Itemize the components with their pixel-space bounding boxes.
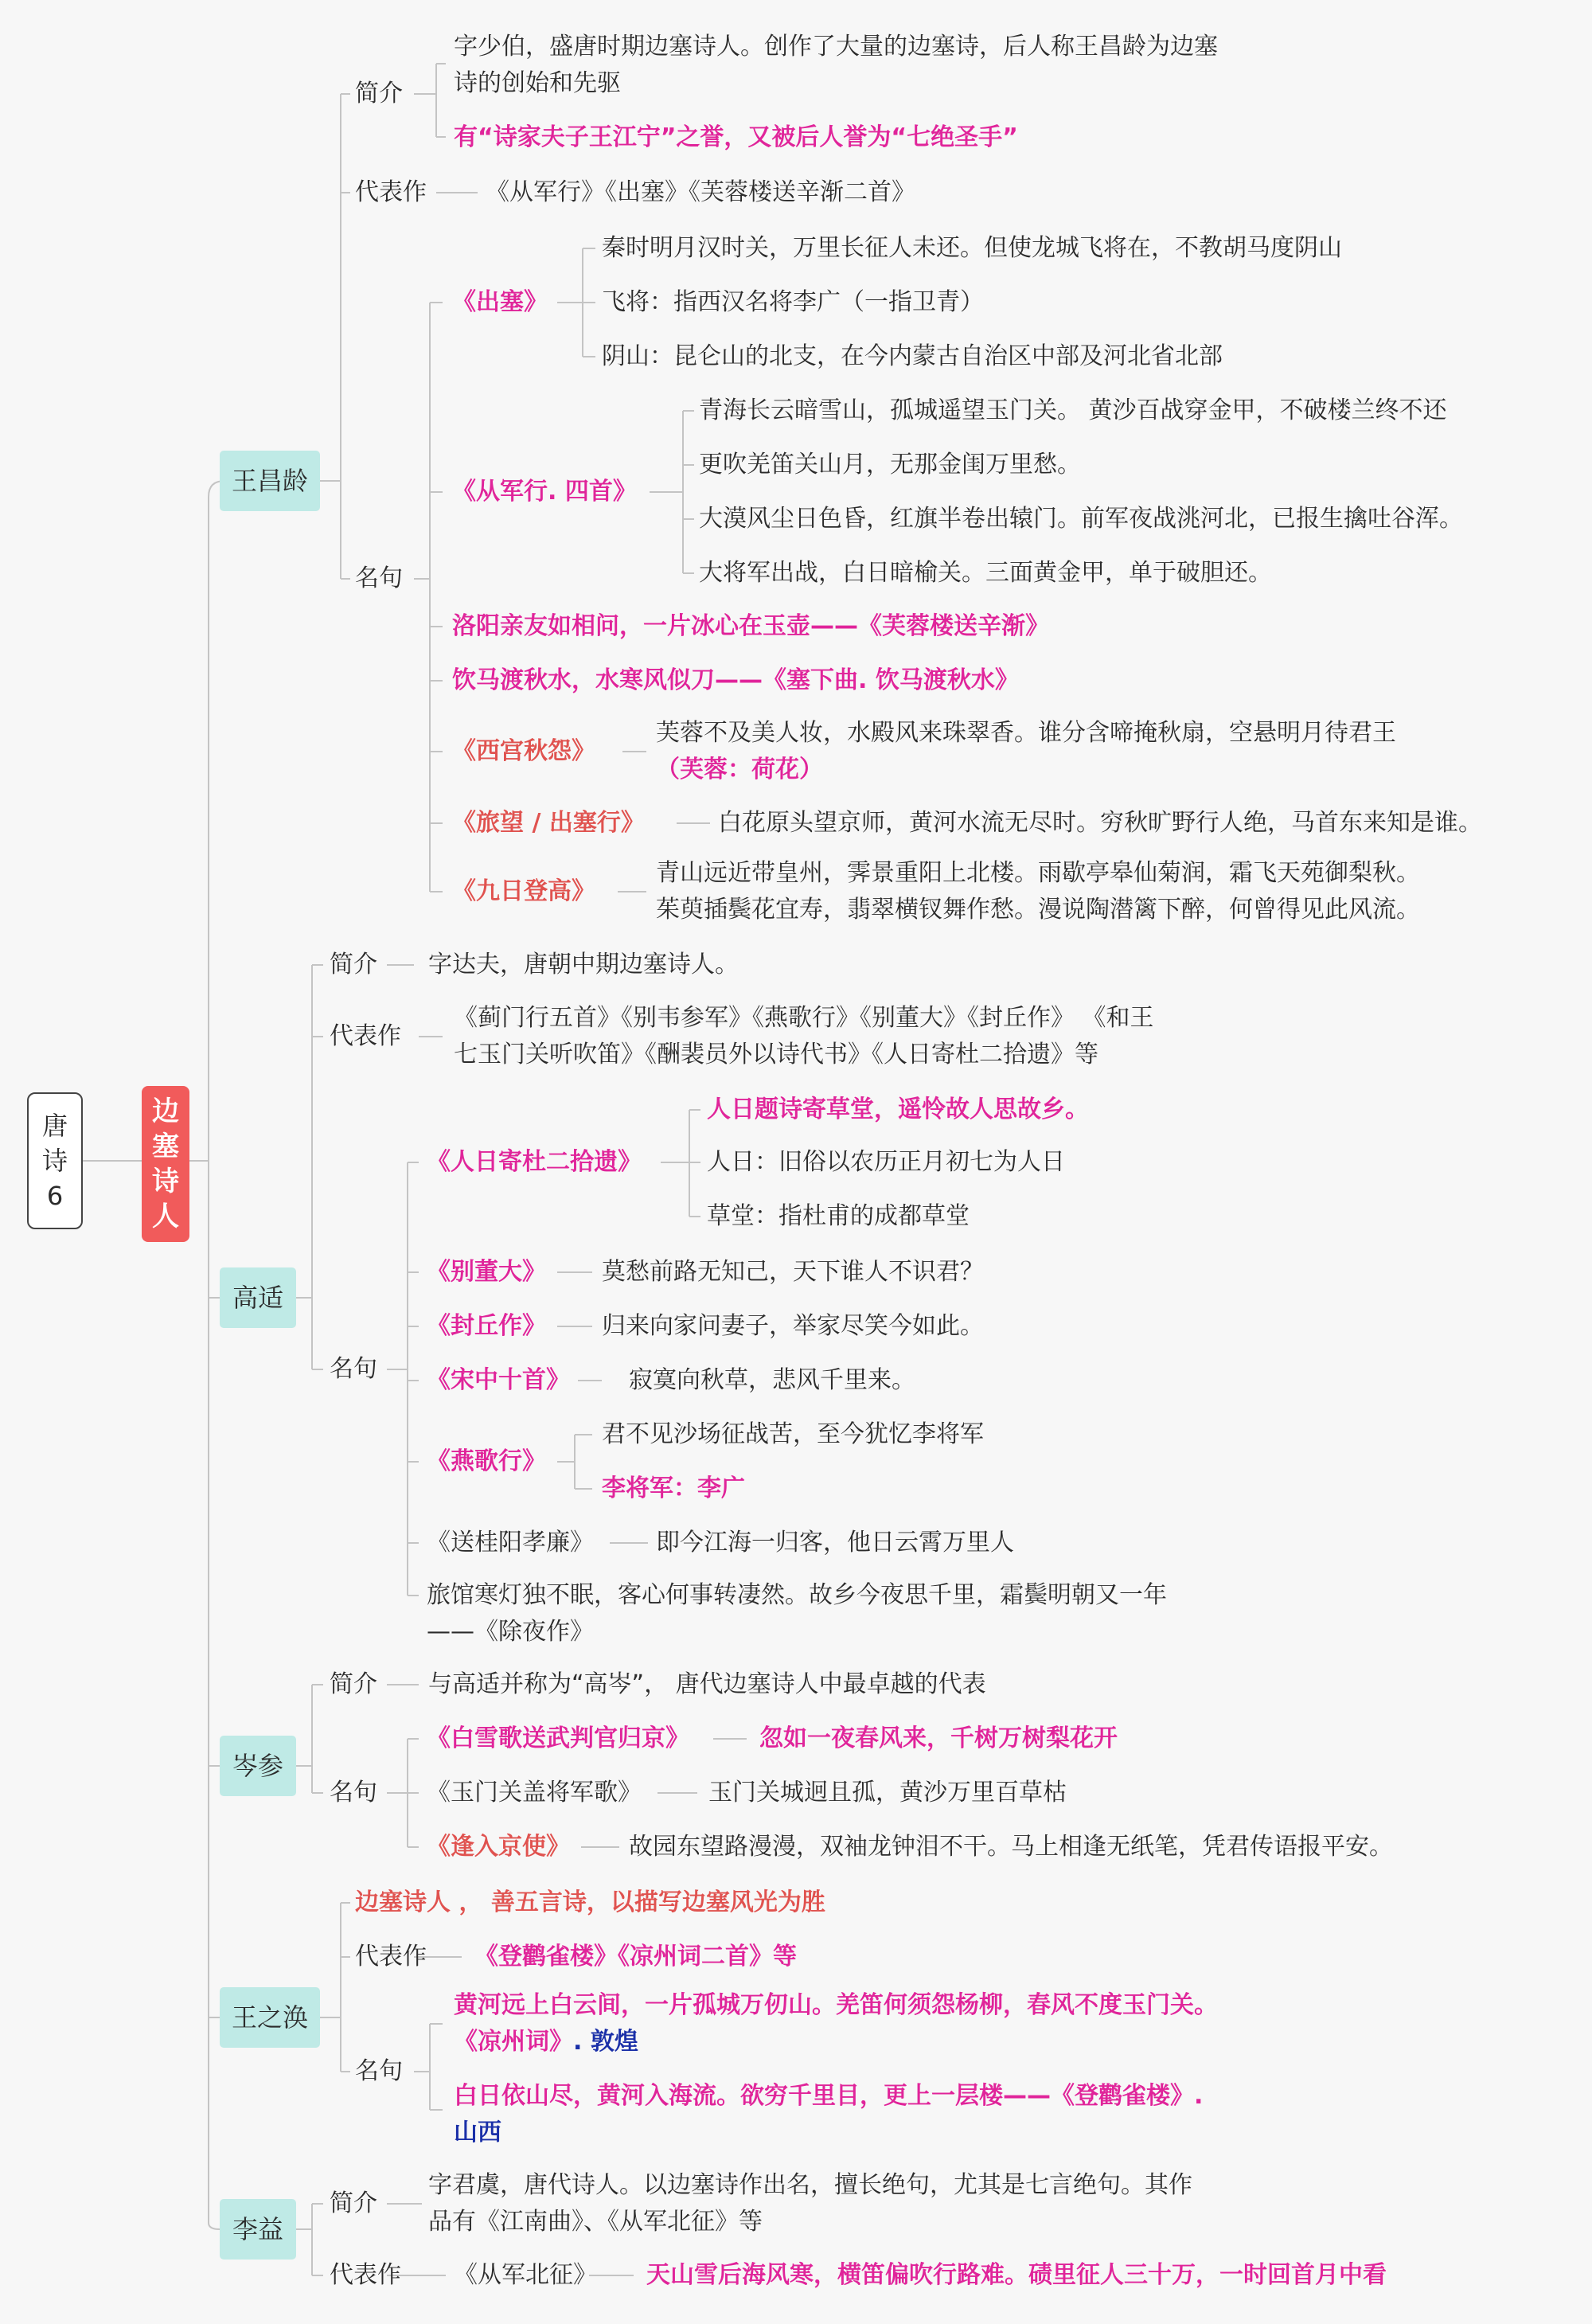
poem-title[interactable]: 《人日寄杜二拾遗》: [427, 1148, 642, 1176]
poem-title[interactable]: 《宋中十首》: [427, 1366, 570, 1394]
quote-source-row: [454, 2024, 638, 2060]
quote-line: 旅馆寒灯独不眠，客心何事转凄然。故乡今夜思千里，霜鬓明朝又一年: [427, 1581, 1167, 1609]
poem-line: 青山远近带皇州，霁景重阳上北楼。雨歇亭皋仙菊润，霜飞天苑御梨秋。: [656, 859, 1420, 887]
poem-line: 秦时明月汉时关，万里长征人未还。但使龙城飞将在，不教胡马度阴山: [602, 234, 1342, 262]
poem-note: 草堂：指杜甫的成都草堂: [707, 1202, 970, 1230]
poem-line: 君不见沙场征战苦，至今犹忆李将军: [602, 1420, 984, 1448]
works-text: 《蓟门行五首》《别韦参军》《燕歌行》《别董大》《封丘作》 《和王: [454, 1004, 1154, 1032]
poem-title[interactable]: 《逢入京使》: [427, 1833, 570, 1861]
works-text: 《从军北征》: [454, 2261, 597, 2289]
poem-line: 莫愁前路无知己，天下谁人不识君？: [602, 1258, 984, 1286]
poem-title[interactable]: 《从军行. 四首》: [452, 478, 637, 506]
category-char: 人: [152, 1201, 179, 1232]
poem-line: 芙蓉不及美人妆，水殿风来珠翠香。谁分含啼掩秋扇，空悬明月待君王: [656, 719, 1396, 747]
poet-node-cen-shen[interactable]: 岑参: [220, 1736, 296, 1796]
quote-line: 洛阳亲友如相问，一片冰心在玉壶——《芙蓉楼送辛渐》: [452, 612, 1049, 640]
honor-text: 有“诗家夫子王江宁”之誉，又被后人誉为“七绝圣手”: [454, 123, 1018, 151]
poem-title[interactable]: 《出塞》: [452, 288, 548, 316]
intro-text: 字达夫，唐朝中期边塞诗人。: [428, 951, 739, 978]
poem-line: 白花原头望京师，黄河水流无尽时。穷秋旷野行人绝，马首东来知是谁。: [718, 809, 1482, 837]
intro-text: 字君虞，唐代诗人。以边塞诗作出名，擅长绝句，尤其是七言绝句。其作: [428, 2171, 1192, 2199]
poem-title[interactable]: 《别董大》: [427, 1258, 546, 1286]
intro-label: 简介: [330, 951, 377, 978]
works-label: 代表作: [355, 178, 427, 206]
poem-note: 李将军：李广: [602, 1474, 745, 1502]
poem-title[interactable]: 《白雪歌送武判官归京》: [427, 1724, 689, 1752]
poem-note: 人日：旧俗以农历正月初七为人日: [707, 1148, 1065, 1176]
poem-title[interactable]: 《封丘作》: [427, 1312, 546, 1340]
poet-node-gao-shi[interactable]: 高适: [220, 1267, 296, 1328]
works-label: 代表作: [355, 1943, 427, 1971]
poem-title[interactable]: 《送桂阳孝廉》: [427, 1529, 594, 1556]
intro-text: 品有《江南曲》、《从军北征》等: [428, 2208, 763, 2236]
intro-text: 诗的创始和先驱: [454, 69, 621, 97]
poem-line: 更吹羌笛关山月，无那金闺万里愁。: [699, 451, 1081, 478]
source-separator: .: [573, 2028, 591, 2056]
poem-line: 玉门关城迥且孤，黄沙万里百草枯: [708, 1779, 1067, 1806]
intro-label: 简介: [330, 1670, 377, 1698]
poem-line: 故园东望路漫漫，双袖龙钟泪不干。马上相逢无纸笔，凭君传语报平安。: [629, 1833, 1393, 1861]
works-label: 代表作: [330, 2261, 401, 2289]
poem-note: 阴山：昆仑山的北支，在今内蒙古自治区中部及河北省北部: [602, 342, 1223, 370]
poem-line: 大将军出战，白日暗榆关。三面黄金甲，单于破胆还。: [699, 559, 1272, 587]
root-char: 6: [46, 1181, 64, 1211]
quote-source: 《凉州词》: [454, 2028, 573, 2056]
poem-title[interactable]: 《西宫秋怨》: [452, 737, 595, 765]
poem-line: 忽如一夜春风来，千树万树梨花开: [759, 1724, 1118, 1752]
poem-line: 寂寞向秋草，悲风千里来。: [629, 1366, 915, 1394]
quote-line: 饮马渡秋水，水寒风似刀——《塞下曲. 饮马渡秋水》: [452, 666, 1019, 694]
works-text: 《从军行》《出塞》《芙蓉楼送辛渐二首》: [486, 178, 915, 206]
category-node[interactable]: [142, 1086, 189, 1242]
poem-title[interactable]: 《玉门关盖将军歌》: [427, 1779, 642, 1806]
poem-title[interactable]: 《燕歌行》: [427, 1447, 546, 1475]
root-char: 唐: [41, 1111, 68, 1141]
summary-text: 边塞诗人 ， 善五言诗，以描写边塞风光为胜: [355, 1888, 825, 1916]
category-char: 塞: [152, 1131, 179, 1162]
place-label: 敦煌: [590, 2028, 638, 2056]
poem-note: （芙蓉：荷花）: [656, 756, 823, 783]
poem-title[interactable]: 《九日登高》: [452, 877, 595, 905]
poem-line: 归来向家问妻子，举家尽笑今如此。: [602, 1312, 984, 1340]
quotes-label: 名句: [355, 564, 403, 592]
quote-line: 黄河远上白云间，一片孤城万仞山。羌笛何须怨杨柳，春风不度玉门关。: [454, 1991, 1218, 2019]
poem-line: 茱萸插鬓花宜寿，翡翠横钗舞作愁。漫说陶潜篱下醉，何曾得见此风流。: [656, 896, 1420, 924]
root-char: 诗: [41, 1146, 68, 1176]
works-label: 代表作: [330, 1022, 401, 1050]
place-label: 山西: [454, 2119, 501, 2146]
poet-node-wang-zhihuan[interactable]: 王之涣: [220, 1987, 320, 2048]
quotes-label: 名句: [330, 1779, 377, 1806]
root-node[interactable]: [27, 1092, 83, 1229]
intro-text: 与高适并称为“高岑”， 唐代边塞诗人中最卓越的代表: [428, 1670, 986, 1698]
category-char: 诗: [152, 1166, 179, 1197]
poem-line: 即今江海一归客，他日云霄万里人: [656, 1529, 1014, 1556]
poet-node-li-yi[interactable]: 李益: [220, 2199, 296, 2260]
intro-text: 字少伯，盛唐时期边塞诗人。创作了大量的边塞诗，后人称王昌龄为边塞: [454, 33, 1218, 61]
works-text: 七玉门关听吹笛》《酬裴员外以诗代书》《人日寄杜二拾遗》等: [454, 1041, 1098, 1068]
poem-note: 飞将：指西汉名将李广（一指卫青）: [602, 288, 984, 316]
works-text: 《登鹳雀楼》《凉州词二首》等: [474, 1943, 797, 1971]
intro-label: 简介: [355, 80, 403, 107]
poet-node-wang-changling[interactable]: 王昌龄: [220, 451, 320, 511]
quotes-label: 名句: [355, 2057, 403, 2085]
poem-line: 天山雪后海风寒，横笛偏吹行路难。碛里征人三十万，一时回首月中看: [646, 2261, 1387, 2289]
quote-line: 白日依山尽，黄河入海流。欲穷千里目，更上一层楼——《登鹳雀楼》.: [454, 2082, 1204, 2110]
intro-label: 简介: [330, 2189, 377, 2217]
poem-line: 青海长云暗雪山，孤城遥望玉门关。 黄沙百战穿金甲，不破楼兰终不还: [699, 396, 1447, 424]
category-char: 边: [152, 1096, 179, 1127]
quotes-label: 名句: [330, 1355, 377, 1383]
quote-source: ——《除夜作》: [427, 1618, 594, 1646]
poem-line: 大漠风尘日色昏，红旗半卷出辕门。前军夜战洮河北，已报生擒吐谷浑。: [699, 505, 1463, 533]
poem-title[interactable]: 《旅望 / 出塞行》: [452, 809, 645, 837]
poem-line: 人日题诗寄草堂，遥怜故人思故乡。: [707, 1096, 1089, 1123]
